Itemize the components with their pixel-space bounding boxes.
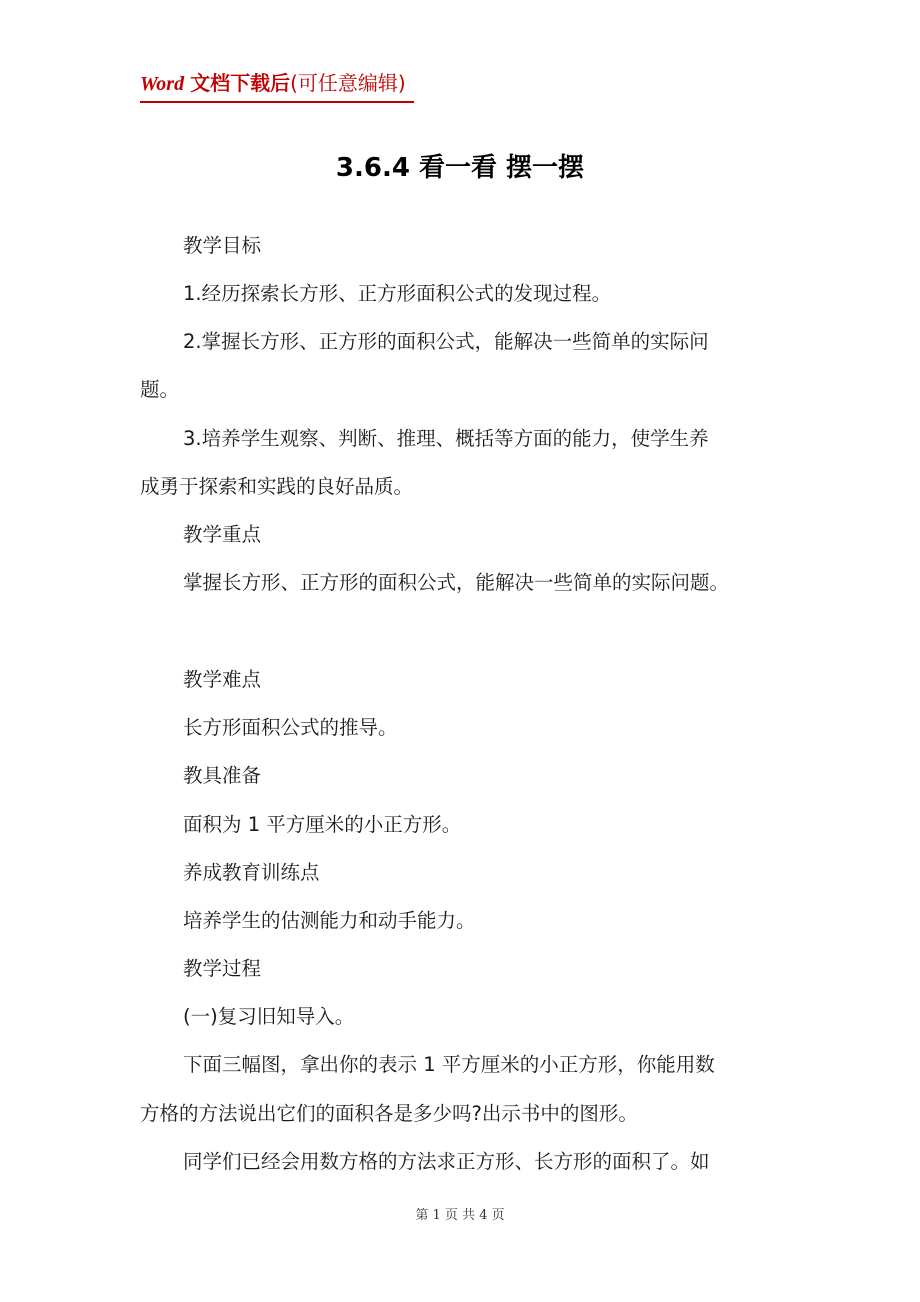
- paragraph-goal-2-continued: 题。: [140, 378, 180, 401]
- section-heading-materials: 教具准备: [183, 764, 262, 787]
- banner-word: Word: [140, 73, 185, 95]
- section-heading-key-points: 教学重点: [183, 523, 262, 546]
- section-heading-training: 养成教育训练点: [183, 861, 320, 884]
- section-heading-difficulties: 教学难点: [183, 668, 262, 691]
- paragraph-goal-3-continued: 成勇于探索和实践的良好品质。: [140, 475, 414, 498]
- page-number: 第 1 页 共 4 页: [415, 1208, 505, 1223]
- paragraph-goal-3: 3.培养学生观察、判断、推理、概括等方面的能力，使学生养: [183, 427, 709, 450]
- paragraph-goal-1: 1.经历探索长方形、正方形面积公式的发现过程。: [183, 282, 612, 305]
- section-heading-process: 教学过程: [183, 957, 262, 980]
- section-heading-goals: 教学目标: [183, 234, 262, 257]
- subsection-review: (一)复习旧知导入。: [183, 1005, 355, 1028]
- banner-bold-text: 文档下载后: [190, 71, 291, 95]
- paragraph-key-points: 掌握长方形、正方形的面积公式，能解决一些简单的实际问题。: [183, 571, 730, 594]
- paragraph-materials: 面积为 1 平方厘米的小正方形。: [183, 813, 462, 836]
- document-title: 3.6.4 看一看 摆一摆: [335, 153, 585, 183]
- banner-rest-text: (可任意编辑): [290, 71, 406, 95]
- paragraph-training: 培养学生的估测能力和动手能力。: [183, 909, 476, 932]
- paragraph-review-1-continued: 方格的方法说出它们的面积各是多少吗?出示书中的图形。: [140, 1102, 638, 1125]
- download-banner: [140, 68, 414, 103]
- paragraph-goal-2: 2.掌握长方形、正方形的面积公式，能解决一些简单的实际问: [183, 330, 709, 353]
- paragraph-review-1: 下面三幅图，拿出你的表示 1 平方厘米的小正方形，你能用数: [183, 1053, 715, 1076]
- paragraph-review-2: 同学们已经会用数方格的方法求正方形、长方形的面积了。如: [183, 1150, 710, 1173]
- paragraph-difficulties: 长方形面积公式的推导。: [183, 716, 398, 739]
